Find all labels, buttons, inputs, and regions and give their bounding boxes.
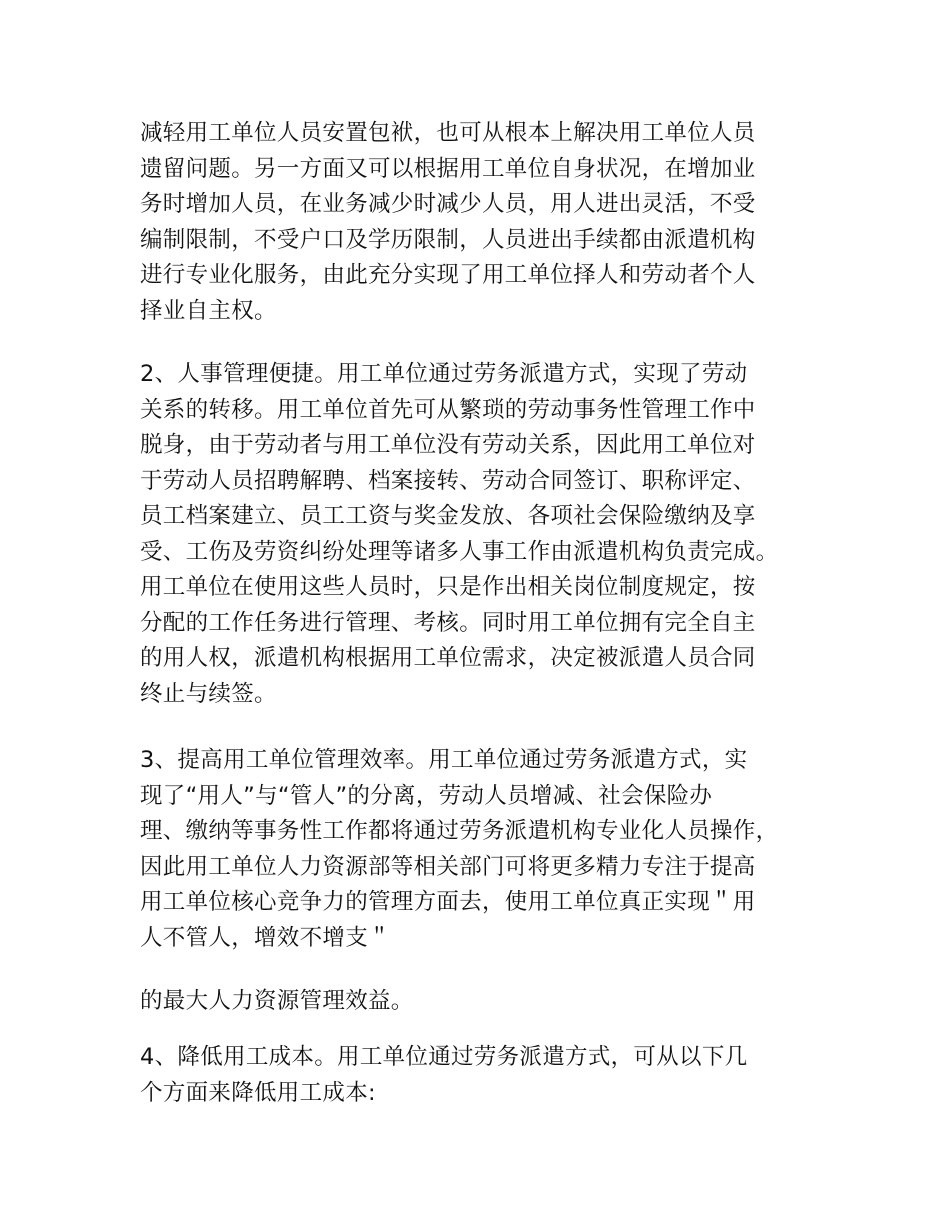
paragraph-line: 择业自主权。 [140,297,277,324]
paragraph-line: 受、工伤及劳资纠纷处理等诸多人事工作由派遣机构负责完成。 [140,538,779,565]
paragraph-4 [140,984,840,1020]
paragraph-line: 2、人事管理便捷。用工单位通过劳务派遣方式，实现了劳动 [140,361,748,387]
paragraph-line: 的最大人力资源管理效益。 [140,988,414,1014]
paragraph-line: 人不管人，增效不增支＂ [140,924,391,951]
paragraph-line: 个方面来降低用工成本: [140,1079,376,1106]
paragraph-line: 3、提高用工单位管理效率。用工单位通过劳务派遣方式，实 [140,747,748,773]
paragraph-line: 进行专业化服务，由此充分实现了用工单位择人和劳动者个人 [140,262,756,288]
paragraph-line: 的用人权，派遣机构根据用工单位需求，决定被派遣人员合同 [140,645,756,671]
paragraph-5 [140,1040,840,1111]
paragraph-1 [140,116,840,329]
paragraph-line: 分配的工作任务进行管理、考核。同时用工单位拥有完全自主 [140,609,756,636]
paragraph-2 [140,357,840,712]
paragraph-line: 用工单位核心竞争力的管理方面去，使用工单位真正实现＂用 [140,889,756,915]
paragraph-line: 因此用工单位人力资源部等相关部门可将更多精力专注于提高 [140,853,756,880]
paragraph-line: 编制限制，不受户口及学历限制，人员进出手续都由派遣机构 [140,226,756,253]
paragraph-line: 脱身，由于劳动者与用工单位没有劳动关系，因此用工单位对 [140,432,756,458]
paragraph-line: 于劳动人员招聘解聘、档案接转、劳动合同签订、职称评定、 [140,467,756,494]
paragraph-line: 4、降低用工成本。用工单位通过劳务派遣方式，可从以下几 [140,1044,748,1070]
paragraph-line: 理、缴纳等事务性工作都将通过劳务派遣机构专业化人员操作， [140,818,779,844]
paragraph-line: 务时增加人员，在业务减少时减少人员，用人进出灵活，不受 [140,191,756,217]
paragraph-line: 员工档案建立、员工工资与奖金发放、各项社会保险缴纳及享 [140,503,756,529]
paragraph-line: 用工单位在使用这些人员时，只是作出相关岗位制度规定，按 [140,574,756,600]
paragraph-line: 遗留问题。另一方面又可以根据用工单位自身状况，在增加业 [140,155,756,182]
paragraph-line: 减轻用工单位人员安置包袱，也可从根本上解决用工单位人员 [140,120,756,146]
paragraph-line: 关系的转移。用工单位首先可从繁琐的劳动事务性管理工作中 [140,396,756,423]
paragraph-3 [140,743,840,956]
paragraph-line: 现了“用人”与“管人”的分离，劳动人员增减、社会保险办 [140,782,713,809]
paragraph-line: 终止与续签。 [140,680,277,707]
